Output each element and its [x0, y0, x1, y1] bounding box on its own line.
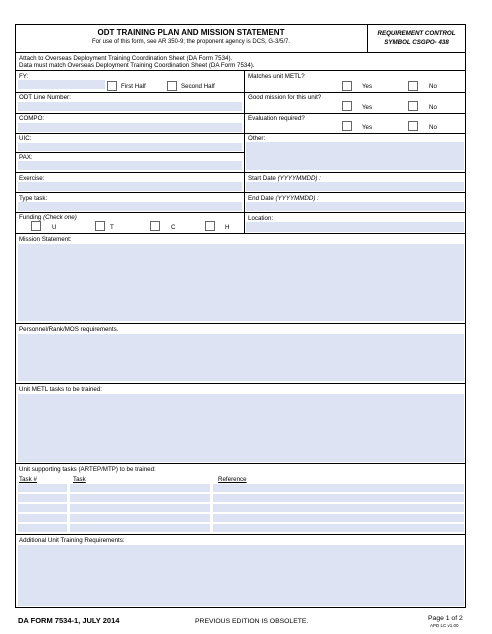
form-title: ODT TRAINING PLAN AND MISSION STATEMENT — [97, 28, 285, 37]
rule — [15, 70, 466, 71]
funding-label: Funding (Check one) — [19, 214, 77, 221]
pax-label: PAX: — [19, 154, 33, 161]
supporting-tasks-label: Unit supporting tasks (ARTEP/MTP) to be trained: — [19, 466, 156, 473]
uic-field[interactable] — [18, 143, 242, 151]
header-divider — [367, 24, 368, 52]
personnel-label: Personnel/Rank/MOS requirements. — [19, 326, 119, 333]
matches-metl-no-label: No — [429, 83, 437, 90]
task-cell[interactable] — [70, 514, 210, 522]
task-number-cell[interactable] — [18, 504, 67, 512]
task-cell[interactable] — [70, 484, 210, 492]
good-mission-no-label: No — [429, 104, 437, 111]
rule — [15, 113, 244, 114]
version-label: APD LC v1.00 — [430, 623, 459, 628]
personnel-field[interactable] — [18, 334, 464, 381]
attach-instruction: Attach to Overseas Deployment Training Coordination Sheet (DA Form 7534). — [19, 55, 233, 62]
page-number: Page 1 of 2 — [428, 615, 463, 622]
rule — [15, 534, 466, 535]
funding-t-checkbox[interactable] — [95, 221, 105, 231]
matches-metl-no-checkbox[interactable] — [408, 81, 418, 91]
evaluation-required-label: Evaluation required? — [248, 115, 305, 122]
other-label: Other: — [248, 135, 266, 142]
column-divider — [244, 70, 245, 233]
matches-metl-yes-checkbox[interactable] — [342, 81, 352, 91]
task-number-cell[interactable] — [18, 484, 67, 492]
task-header: Task — [73, 476, 86, 483]
good-mission-no-checkbox[interactable] — [408, 101, 418, 111]
task-number-cell[interactable] — [18, 494, 67, 502]
uic-label: UIC: — [19, 135, 32, 142]
task-number-cell[interactable] — [18, 514, 67, 522]
task-number-header: Task # — [19, 476, 37, 483]
fy-label: FY: — [19, 73, 29, 80]
end-date-format: (YYYYMMDD) : — [275, 195, 319, 202]
rule — [15, 212, 466, 213]
evaluation-no-label: No — [429, 124, 437, 131]
additional-requirements-label: Additional Unit Training Requirements: — [19, 537, 125, 544]
reference-cell[interactable] — [213, 484, 464, 492]
exercise-label: Exercise: — [19, 175, 45, 182]
type-task-field[interactable] — [18, 202, 242, 211]
funding-t-label: T — [110, 224, 114, 231]
form-id: DA FORM 7534-1, JULY 2014 — [18, 616, 120, 625]
reference-cell[interactable] — [213, 494, 464, 502]
mission-statement-label: Mission Statement: — [19, 236, 72, 243]
start-date-format: (YYYYMMDD) : — [277, 175, 321, 182]
rule — [15, 233, 466, 234]
pax-field[interactable] — [18, 161, 242, 170]
end-date-label: End Date (YYYYMMDD) : — [248, 195, 319, 202]
matches-metl-yes-label: Yes — [362, 83, 373, 90]
mission-statement-field[interactable] — [18, 244, 464, 321]
reference-cell[interactable] — [213, 514, 464, 522]
good-mission-label: Good mission for this unit? — [248, 94, 322, 101]
unit-metl-field[interactable] — [18, 394, 464, 462]
compo-label: COMPO: — [19, 115, 45, 122]
task-cell[interactable] — [70, 494, 210, 502]
compo-field[interactable] — [18, 123, 242, 132]
rule — [15, 323, 466, 324]
task-cell[interactable] — [70, 504, 210, 512]
matches-metl-label: Matches unit METL? — [248, 73, 305, 80]
reference-cell[interactable] — [213, 524, 464, 532]
second-half-checkbox[interactable] — [167, 81, 177, 91]
rule — [15, 172, 466, 173]
form-subtitle: For use of this form, see AR 350-9; the proponent agency is DCS, G-3/5/7. — [91, 39, 291, 45]
reference-cell[interactable] — [213, 504, 464, 512]
good-mission-yes-label: Yes — [362, 104, 373, 111]
rule — [244, 133, 466, 134]
evaluation-yes-label: Yes — [362, 124, 373, 131]
rule — [244, 92, 466, 93]
data-match-instruction: Data must match Overseas Deployment Training Coordination Sheet (DA Form 7534). — [19, 62, 255, 69]
task-number-cell[interactable] — [18, 524, 67, 532]
second-half-label: Second Half — [181, 83, 215, 90]
requirement-control-line2: SYMBOL CSGPO- 438 — [384, 39, 449, 46]
funding-u-label: U — [52, 224, 57, 231]
first-half-checkbox[interactable] — [107, 81, 117, 91]
good-mission-yes-checkbox[interactable] — [342, 101, 352, 111]
funding-c-checkbox[interactable] — [150, 221, 160, 231]
location-label: Location: — [248, 215, 274, 222]
type-task-label: Type task: — [19, 195, 48, 202]
rule — [15, 192, 466, 193]
task-cell[interactable] — [70, 524, 210, 532]
requirement-control-line1: REQUIREMENT CONTROL — [377, 30, 456, 37]
rule — [15, 133, 244, 134]
location-field[interactable] — [246, 222, 464, 232]
funding-hint: (Check one) — [43, 214, 77, 221]
reference-header: Reference — [218, 476, 247, 483]
evaluation-yes-checkbox[interactable] — [342, 121, 352, 131]
end-date-field[interactable] — [246, 202, 464, 211]
funding-c-label: C — [171, 224, 176, 231]
funding-h-label: H — [225, 224, 230, 231]
rule — [244, 113, 466, 114]
evaluation-no-checkbox[interactable] — [408, 121, 418, 131]
unit-metl-label: Unit METL tasks to be trained: — [19, 386, 102, 393]
start-date-field[interactable] — [246, 182, 464, 191]
other-field[interactable] — [246, 142, 464, 170]
fy-field[interactable] — [18, 80, 105, 89]
rule — [15, 92, 244, 93]
rule — [15, 152, 244, 153]
first-half-label: First Half — [121, 83, 146, 90]
obsolete-notice: PREVIOUS EDITION IS OBSOLETE. — [195, 618, 309, 625]
odt-line-number-field[interactable] — [18, 102, 242, 111]
exercise-field[interactable] — [18, 182, 242, 191]
rule — [15, 383, 466, 384]
odt-line-number-label: ODT Line Number: — [19, 94, 71, 101]
start-date-label: Start Date (YYYYMMDD) : — [248, 175, 321, 182]
rule — [15, 463, 466, 464]
funding-h-checkbox[interactable] — [205, 221, 215, 231]
funding-u-checkbox[interactable] — [31, 221, 41, 231]
additional-requirements-field[interactable] — [18, 545, 464, 606]
header-rule — [15, 52, 466, 53]
